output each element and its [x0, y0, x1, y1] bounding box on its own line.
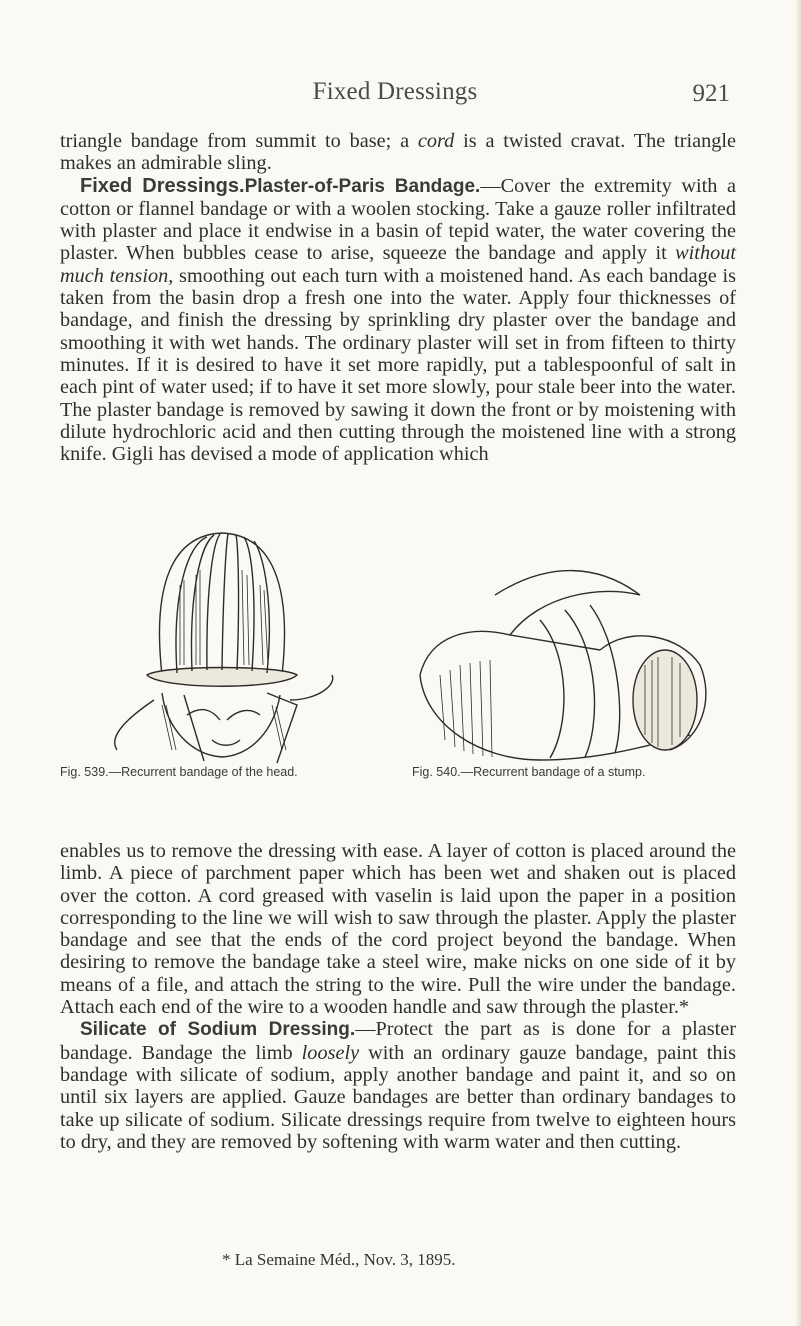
stump-bandage-illustration	[400, 525, 730, 765]
figure-539-caption: Fig. 539.—Recurrent bandage of the head.	[60, 765, 298, 779]
figure-540-caption: Fig. 540.—Recurrent bandage of a stump.	[412, 765, 646, 779]
running-header	[60, 78, 730, 118]
paragraph-gigli: enables us to remove the dressing with ease. A layer of cotton is placed around the limb. A piece of parchment paper which has been wet and shaken out is placed over the cotton. A cord greased with vaselin is laid upon the paper in a position corresponding to the line we will wish to saw through the plaster. Apply the plaster bandage and see that the ends of the cord project beyond the bandage. When desiring to remove the bandage take a steel wire, make nicks on one side of it by means of a file, and attach the string to the wire. Pull the wire under the bandage. Attach each end of the wire to a wooden handle and saw through the plaster.*	[60, 840, 736, 1019]
paragraph-triangle: triangle bandage from summit to base; a cord is a twisted cravat. The triangle makes an admirable sling.	[60, 130, 736, 175]
term-cord: cord	[417, 130, 455, 152]
page-number: 921	[692, 80, 730, 107]
emphasis-loosely: loosely	[301, 1041, 360, 1064]
body-text-lower	[60, 840, 736, 1153]
running-title: Fixed Dressings	[312, 78, 478, 105]
emphasis-tension: without much tension,	[60, 242, 736, 287]
page-edge	[795, 0, 801, 1326]
section-heading: Fixed Dressings.	[80, 174, 245, 197]
subheading-silicate: Silicate of Sodium Dressing.	[80, 1019, 356, 1041]
paragraph-plaster: Fixed Dressings.Plaster-of-Paris Bandage.—Cover the extremity with a cotton or flannel bandage or with a woolen stocking. Take a gauze roller infiltrated with plaster and place it endwise in a basin of tepid water, the water covering the plaster. When bubbles cease to arise, squeeze the bandage and apply it without much tension, smoothing out each turn with a moistened hand. As each bandage is taken from the basin drop a fresh one into the water. Apply four thicknesses of bandage, and finish the dressing by sprinkling dry plaster over the bandage and smoothing it with wet hands. The ordinary plaster will set in from fifteen to thirty minutes. If it is desired to have it set more rapidly, put a tablespoonful of salt in each pint of water used; if to have it set more slowly, pour stale beer into the water. The plaster bandage is removed by sawing it down the front or by moistening with dilute hydrochloric acid and then cutting through the moistened line with a strong knife. Gigli has devised a mode of application which	[60, 174, 737, 466]
body-text-upper	[60, 130, 736, 465]
head-bandage-illustration	[92, 525, 342, 765]
footnote: * La Semaine Méd., Nov. 3, 1895.	[222, 1250, 456, 1269]
paragraph-silicate: Silicate of Sodium Dressing.—Protect the part as is done for a plaster bandage. Bandage the limb loosely with an ordinary gauze bandage, paint this bandage with silicate of sodium, apply another bandage and paint it, and so on until six layers are applied. Gauze bandages are better than ordinary bandages to take up silicate of sodium. Silicate dressings require from twelve to eighteen hours to dry, and they are removed by softening with warm water and then cutting.	[60, 1018, 737, 1153]
subheading-plaster: Plaster-of-Paris Bandage.	[244, 175, 481, 197]
